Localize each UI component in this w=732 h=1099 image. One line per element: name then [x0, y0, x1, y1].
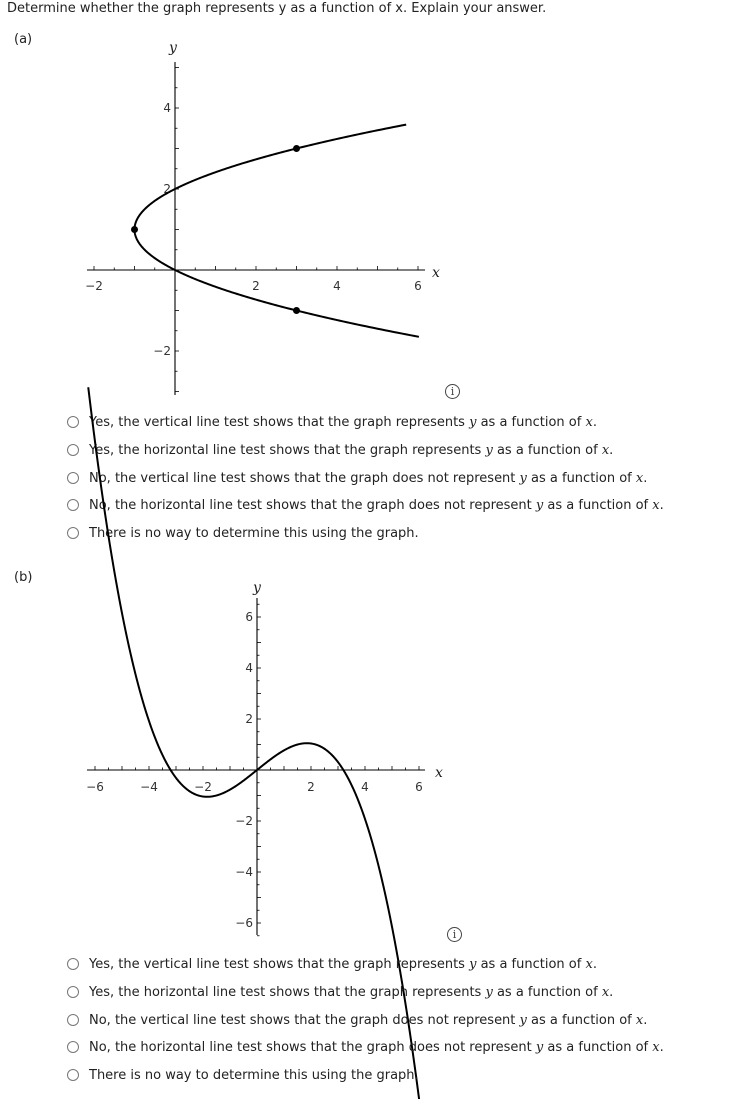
answer-option[interactable]	[67, 957, 664, 985]
part-a-label: (a)	[14, 32, 33, 47]
answer-option-label: Yes, the vertical line test shows that the graph represents y as a function of x.	[89, 957, 597, 972]
answer-option[interactable]	[67, 1040, 664, 1068]
x-axis-label: x	[435, 765, 443, 781]
radio-button[interactable]	[67, 1041, 79, 1053]
answer-option[interactable]	[67, 1068, 664, 1096]
x-tick-label: −2	[85, 279, 103, 293]
y-tick-label: −4	[235, 865, 253, 879]
options-b	[67, 957, 664, 1096]
y-axis-label: y	[169, 40, 177, 56]
answer-option-label: There is no way to determine this using the graph.	[89, 526, 419, 542]
answer-option-label: Yes, the horizontal line test shows that the graph represents y as a function of x.	[89, 984, 614, 1000]
x-tick-label: 2	[252, 279, 260, 293]
y-tick-label: −6	[235, 916, 253, 930]
y-tick-label: 2	[245, 712, 253, 726]
y-tick-label: −2	[235, 814, 253, 828]
y-tick-label: 2	[163, 182, 171, 196]
y-tick-label: 6	[245, 610, 253, 624]
part-b-label: (b)	[14, 570, 33, 585]
radio-button[interactable]	[67, 958, 79, 970]
question-prompt: Determine whether the graph represents y as a function of x. Explain your answer.	[7, 1, 547, 16]
y-tick-label: −2	[153, 344, 171, 358]
y-tick-label: 4	[245, 661, 253, 675]
x-tick-label: 6	[414, 279, 422, 293]
x-tick-label: 2	[307, 780, 315, 794]
answer-option-label: Yes, the horizontal line test shows that the graph represents y as a function of x.	[89, 442, 614, 458]
x-tick-label: −2	[194, 780, 212, 794]
info-icon[interactable]: i	[447, 927, 462, 942]
info-icon[interactable]: i	[445, 384, 460, 399]
radio-button[interactable]	[67, 986, 79, 998]
x-tick-label: 6	[415, 780, 423, 794]
radio-button[interactable]	[67, 1069, 79, 1081]
answer-option-label: No, the horizontal line test shows that the graph does not represent y as a function of x.	[89, 498, 664, 514]
y-axis-label: y	[253, 580, 261, 596]
answer-option-label: No, the horizontal line test shows that the graph does not represent y as a function of x.	[89, 1040, 664, 1056]
x-tick-label: 4	[333, 279, 341, 293]
answer-option-label: There is no way to determine this using the graph.	[89, 1068, 419, 1084]
answer-option-label: No, the vertical line test shows that the graph does not represent y as a function of x.	[89, 1012, 648, 1028]
answer-option-label: Yes, the vertical line test shows that the graph represents y as a function of x.	[89, 415, 597, 430]
answer-option[interactable]	[67, 985, 664, 1013]
answer-option-label: No, the vertical line test shows that the graph does not represent y as a function of x.	[89, 470, 648, 486]
answer-option[interactable]	[67, 1013, 664, 1041]
x-tick-label: −6	[86, 780, 104, 794]
x-tick-label: 4	[361, 780, 369, 794]
x-axis-label: x	[432, 265, 440, 281]
x-tick-label: −4	[140, 780, 158, 794]
y-tick-label: 4	[163, 101, 171, 115]
radio-button[interactable]	[67, 1014, 79, 1026]
